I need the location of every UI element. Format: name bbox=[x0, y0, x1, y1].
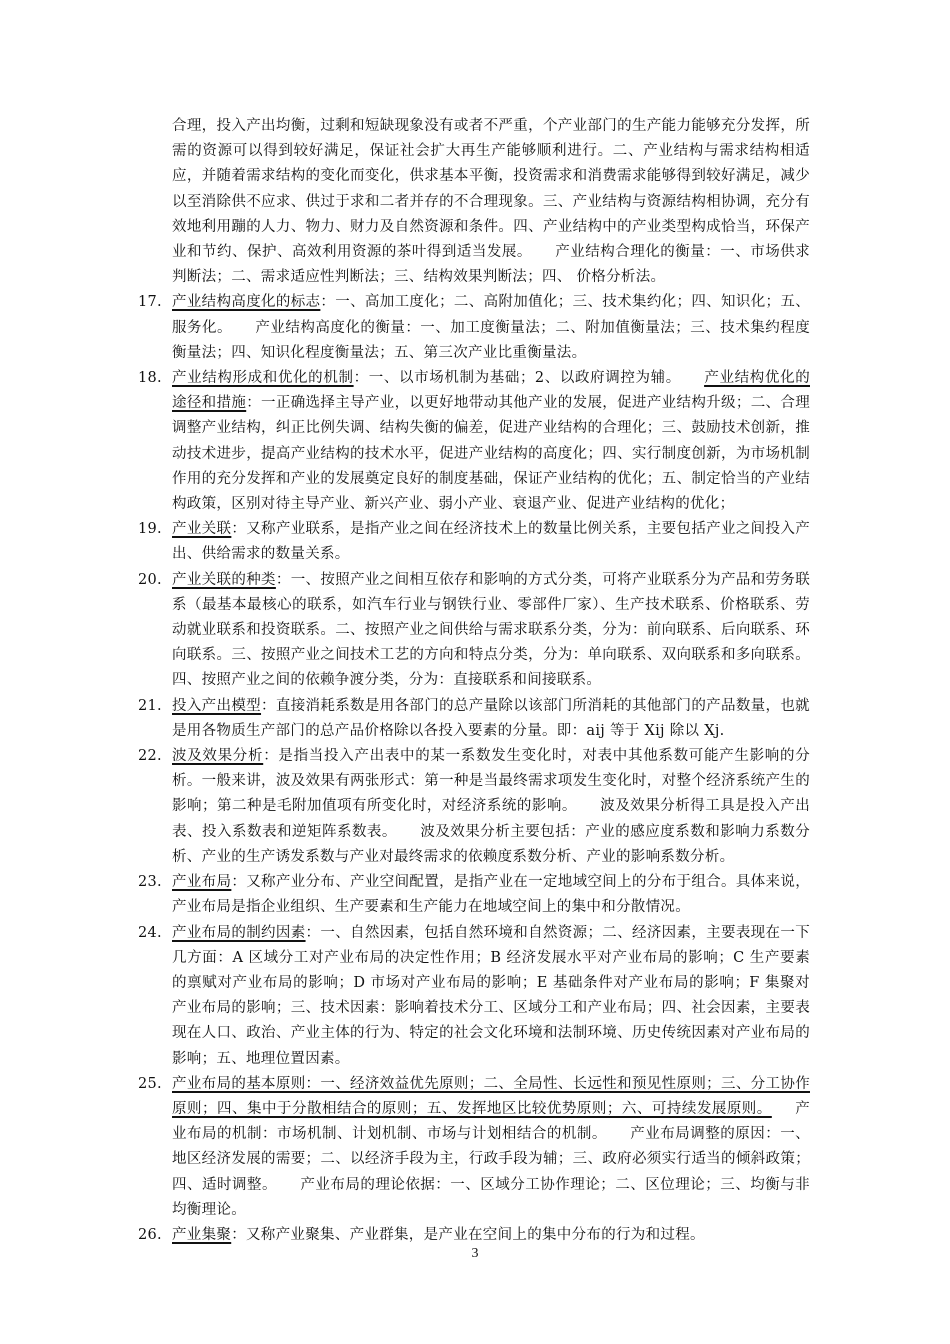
item-number: 24. bbox=[138, 924, 162, 941]
item-number: 20. bbox=[138, 571, 162, 588]
item-number: 18. bbox=[138, 370, 162, 387]
item-tail-2: 波及效果分析主要包括：产业的感应度系数和影响力系数分析、产业的生产诱发系数与产业对最终需求的依赖度系数分析、产业的影响系数分析。 bbox=[172, 823, 810, 865]
item-body: ：一、自然因素，包括自然环境和自然资源；二、经济因素，主要表现在一下几方面：A 区域分工对产业布局的决定性作用；B 经济发展水平对产业布局的影响；C 生产要素的禀赋对产业布局的影响；D 市场对产业布局的影响；E 基础条件对产业布局的影响；F 集聚对产业布局的影响；三、技术因素：影响着技术分工、区域分工和产业布局；四、社会因素，主要表现在人口、政治、产业主体的行为、特定的社会文化环境和法制环境、历史传统因素对产业布局的影响；五、地理位置因素。 bbox=[172, 924, 810, 1067]
item-number: 25. bbox=[138, 1075, 162, 1092]
item-body: ：又称产业聚集、产业群集，是产业在空间上的集中分布的行为和过程。 bbox=[231, 1226, 705, 1243]
item-term: 产业关联的种类 bbox=[172, 571, 276, 588]
item-tail-2: 产业布局的理论依据：一、区域分工协作理论；二、区位理论；三、均衡与非均衡理论。 bbox=[172, 1176, 810, 1218]
list-item-20 bbox=[138, 568, 810, 694]
list-item-18 bbox=[138, 366, 810, 517]
item-body: ：直接消耗系数是用各部门的总产量除以该部门所消耗的其他部门的产品数量，也就是用各物质生产部门的总产品价格除以各投入要素的分量。即：aij 等于 Xij 除以 Xj. bbox=[172, 697, 810, 739]
page-content bbox=[138, 114, 810, 1248]
item-term: 产业集聚 bbox=[172, 1226, 232, 1243]
item-tail: 产业结构高度化的衡量：一、加工度衡量法；二、附加值衡量法；三、技术集约程度衡量法；四、知识化程度衡量法；五、第三次产业比重衡量法。 bbox=[172, 319, 810, 361]
item-number: 26. bbox=[138, 1226, 162, 1243]
item-term: 产业布局的制约因素 bbox=[172, 924, 306, 941]
item-body: 产业布局的机制：市场机制、计划机制、市场与计划相结合的机制。 bbox=[172, 1100, 810, 1143]
item-term: 产业结构高度化的标志 bbox=[172, 294, 321, 311]
item-body: ：又称产业分布、产业空间配置，是指产业在一定地域空间上的分布于组合。具体来说，产业布局是指企业组织、生产要素和生产能力在地域空间上的集中和分散情况。 bbox=[172, 874, 810, 916]
intro-text: 合理，投入产出均衡，过剩和短缺现象没有或者不严重，个产业部门的生产能力能够充分发挥，所需的资源可以得到较好满足，保证社会扩大再生产能够顺利进行。二、产业结构与需求结构相适应，并随着需求结构的变化而变化，供求基本平衡，投资需求和消费需求能够得到较好满足，减少以至消除供不应求、供过于求和二者并存的不合理现象。三、产业结构与资源结构相协调，充分有效地利用蹦的人力、物力、财力及自然资源和条件。四、产业结构中的产业类型构成恰当，环保产业和节约、保护、高效利用资源的茶叶得到适当发展。 bbox=[172, 118, 810, 261]
page-number: 3 bbox=[471, 1246, 479, 1261]
item-tail: 波及效果分析得工具是投入产出表、投入系数表和逆矩阵系数表。 bbox=[172, 798, 810, 840]
item-number: 19. bbox=[138, 521, 162, 538]
item-body: ：又称产业联系，是指产业之间在经济技术上的数量比例关系，主要包括产业之间投入产出、供给需求的数量关系。 bbox=[172, 521, 810, 563]
item-term-secondary: 产业结构优化的途径和措施 bbox=[172, 370, 810, 412]
item-tail: ：一正确选择主导产业，以更好地带动其他产业的发展，促进产业结构升级；二、合理调整产业结构，纠正比例失调、结构失衡的偏差，促进产业结构的合理化；三、鼓励技术创新，推动技术进步，提高产业结构的技术水平，促进产业结构的高度化；四、实行制度创新，为市场机制作用的充分发挥和产业的发展奠定良好的制度基础，保证产业结构的优化；五、制定恰当的产业结构政策，区别对待主导产业、新兴产业、弱小产业、衰退产业、促进产业结构的优化； bbox=[172, 395, 811, 513]
intro-paragraph bbox=[172, 114, 810, 290]
list-item-22 bbox=[138, 744, 810, 870]
item-term: 产业关联 bbox=[172, 521, 232, 538]
item-term: 产业结构形成和优化的机制 bbox=[172, 370, 354, 387]
item-term: 投入产出模型 bbox=[172, 697, 262, 714]
list-item-26 bbox=[138, 1223, 810, 1248]
item-number: 23. bbox=[138, 874, 162, 891]
list-item-21 bbox=[138, 694, 810, 744]
item-body: ：一、以市场机制为基础；2、以政府调控为辅。 bbox=[353, 370, 681, 387]
item-tail: 产业布局调整的原因：一、地区经济发展的需要；二、以经济手段为主，行政手段为辅；三、政府必须实行适当的倾斜政策；四、适时调整。 bbox=[172, 1126, 810, 1193]
item-number: 17. bbox=[138, 294, 162, 311]
item-number: 22. bbox=[138, 748, 162, 765]
list-item-25 bbox=[138, 1072, 810, 1223]
item-term: 波及效果分析 bbox=[172, 748, 264, 765]
item-term: 产业布局 bbox=[172, 874, 232, 891]
item-body: ：一、按照产业之间相互依存和影响的方式分类，可将产业联系分为产品和劳务联系（最基本最核心的联系，如汽车行业与钢铁行业、零部件厂家）、生产技术联系、价格联系、劳动就业联系和投资联系。二、按照产业之间供给与需求联系分类，分为：前向联系、后向联系、环向联系。三、按照产业之间技术工艺的方向和特点分类，分为：单向联系、双向联系和多向联系。四、按照产业之间的依赖争渡分类，分为：直接联系和间接联系。 bbox=[172, 571, 810, 689]
list-item-19 bbox=[138, 517, 810, 567]
intro-tail-text: 产业结构合理化的衡量：一、市场供求判断法；二、需求适应性判断法；三、结构效果判断法；四、 价格分析法。 bbox=[172, 244, 810, 286]
item-number: 21. bbox=[138, 697, 162, 714]
item-body: ：是指当投入产出表中的某一系数发生变化时，对表中其他系数可能产生影响的分析。一般来讲，波及效果有两张形式：第一种是当最终需求项发生变化时，对整个经济系统产生的影响；第二种是毛附加值项有所变化时，对经济系统的影响。 bbox=[172, 748, 810, 815]
item-body: ：一、高加工度化；二、高附加值化；三、技术集约化；四、知识化；五、服务化。 bbox=[172, 294, 811, 336]
item-term: 产业布局的基本原则：一、经济效益优先原则；二、全局性、长远性和预见性原则；三、分工协作原则；四、集中于分散相结合的原则；五、发挥地区比较优势原则；六、可持续发展原则。 bbox=[172, 1075, 810, 1117]
list-item-23 bbox=[138, 870, 810, 920]
list-item-17 bbox=[138, 290, 810, 366]
list-item-24 bbox=[138, 921, 810, 1072]
